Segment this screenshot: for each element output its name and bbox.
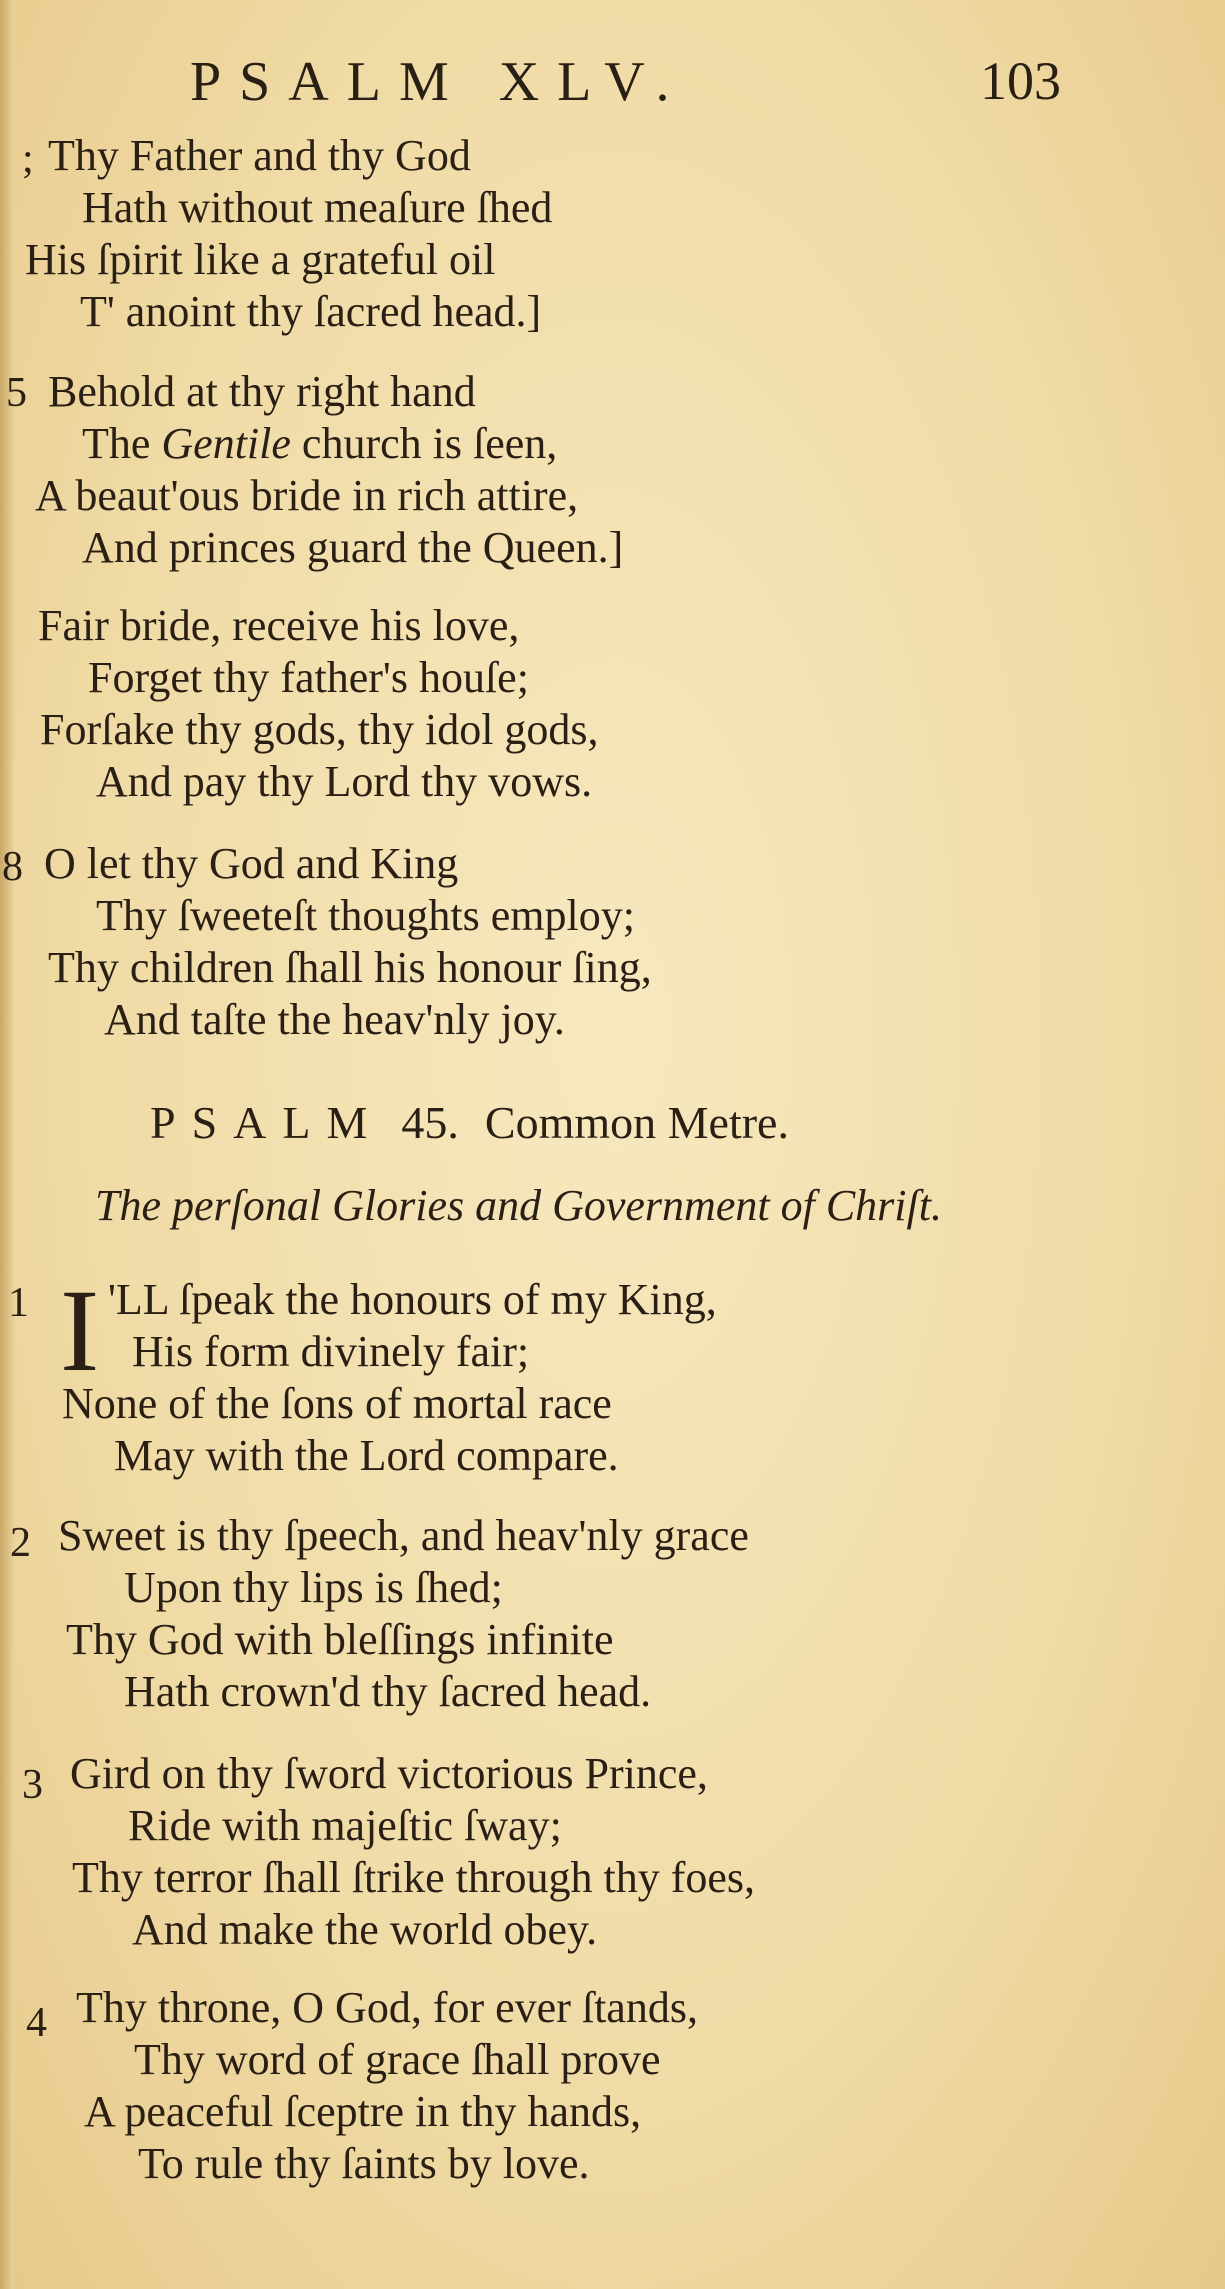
verse-line: 'LL ſpeak the honours of my King, bbox=[108, 1275, 717, 1324]
verse-line: Fair bride, receive his love, bbox=[38, 601, 520, 650]
psalm-subtitle: The perſonal Glories and Government of Chriſt. bbox=[95, 1181, 942, 1230]
verse-line: T' anoint thy ſacred head.] bbox=[80, 287, 542, 336]
verse-line: Thy word of grace ſhall prove bbox=[134, 2035, 661, 2084]
psalm-heading bbox=[150, 1096, 789, 1149]
verse-line: Ride with majeſtic ſway; bbox=[128, 1801, 562, 1850]
verse-number: 8 bbox=[2, 844, 23, 890]
verse-line: May with the Lord compare. bbox=[114, 1431, 619, 1480]
verse-line: And princes guard the Queen.] bbox=[82, 523, 624, 572]
verse-line: Upon thy lips is ſhed; bbox=[124, 1563, 503, 1612]
verse-line: Behold at thy right hand bbox=[48, 367, 476, 416]
verse-number: 2 bbox=[10, 1520, 31, 1566]
verse-line: Thy children ſhall his honour ſing, bbox=[48, 943, 652, 992]
page-header bbox=[190, 50, 1090, 130]
verse-line: Gird on thy ſword victorious Prince, bbox=[70, 1749, 708, 1798]
psalm-heading-word: PSALM bbox=[150, 1097, 384, 1148]
verse-line: A peaceful ſceptre in thy hands, bbox=[84, 2087, 642, 2136]
verse-line: And pay thy Lord thy vows. bbox=[96, 757, 593, 806]
drop-cap: I bbox=[60, 1265, 100, 1396]
verse-line: Hath crown'd thy ſacred head. bbox=[124, 1667, 652, 1716]
verse-line: Forſake thy gods, thy idol gods, bbox=[40, 705, 599, 754]
verse-number: 4 bbox=[26, 2000, 47, 2046]
verse-line: A beaut'ous bride in rich attire, bbox=[35, 471, 579, 520]
verse-line: Thy God with bleſſings infinite bbox=[66, 1615, 614, 1664]
psalm-heading-metre: Common Metre. bbox=[484, 1097, 789, 1148]
verse-line: Thy Father and thy God bbox=[48, 131, 471, 180]
verse-line: His ſpirit like a grateful oil bbox=[25, 235, 496, 284]
verse-number: 3 bbox=[22, 1762, 43, 1808]
verse-line: Forget thy father's houſe; bbox=[88, 653, 529, 702]
verse-number: 5 bbox=[6, 370, 27, 416]
italic-word: Gentile bbox=[161, 419, 291, 468]
verse-line: To rule thy ſaints by love. bbox=[138, 2139, 590, 2188]
verse-line: And taſte the heav'nly joy. bbox=[104, 995, 565, 1044]
verse-line: Thy ſweeteſt thoughts employ; bbox=[96, 891, 635, 940]
psalm-heading-number: 45. bbox=[401, 1097, 459, 1148]
verse-line: Sweet is thy ſpeech, and heav'nly grace bbox=[58, 1511, 749, 1560]
verse-line: O let thy God and King bbox=[44, 839, 459, 888]
binding-gutter bbox=[0, 0, 14, 2289]
verse-line: Thy terror ſhall ſtrike through thy foes, bbox=[72, 1853, 756, 1902]
verse-line: His form divinely fair; bbox=[132, 1327, 530, 1376]
verse-line: Hath without meaſure ſhed bbox=[82, 183, 553, 232]
running-head: PSALM XLV. bbox=[190, 51, 688, 113]
page-number: 103 bbox=[980, 51, 1061, 111]
margin-mark: ; bbox=[22, 136, 34, 182]
verse-line: And make the world obey. bbox=[132, 1905, 598, 1954]
verse-line: Thy throne, O God, for ever ſtands, bbox=[76, 1983, 698, 2032]
verse-line: None of the ſons of mortal race bbox=[62, 1379, 612, 1428]
verse-number: 1 bbox=[8, 1280, 29, 1326]
verse-line: The Gentile church is ſeen, bbox=[82, 419, 558, 468]
